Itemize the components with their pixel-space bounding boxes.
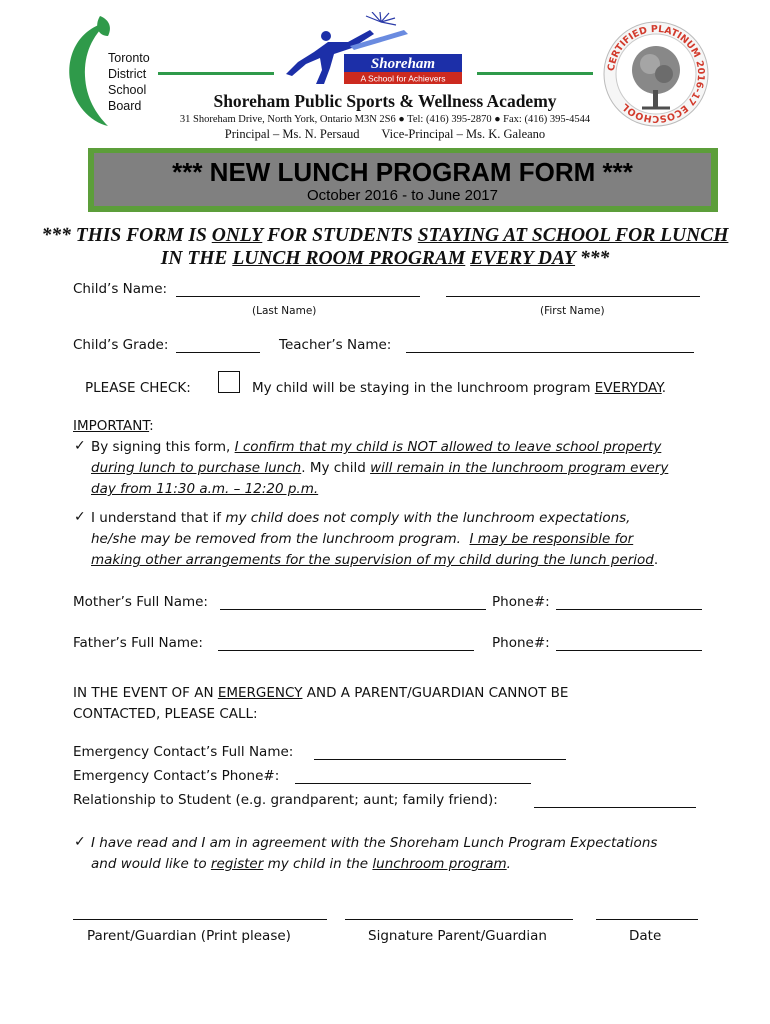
- important-point-1: By signing this form, I confirm that my child is NOT allowed to leave school property during lunch to purchase lunch. My child will remain in the lunchroom program every day from 11:30 a.m. – 12:20 p.m.: [91, 439, 669, 497]
- parent-signature-field[interactable]: [345, 919, 573, 920]
- check-mark-icon: ✓: [74, 438, 86, 454]
- everyday-checkbox[interactable]: [218, 371, 240, 393]
- emergency-contact-name-label: Emergency Contact’s Full Name:: [73, 744, 294, 760]
- vice-principal-name: Vice-Principal – Ms. K. Galeano: [381, 127, 546, 141]
- parent-signature-caption: Signature Parent/Guardian: [368, 928, 547, 944]
- emergency-intro: IN THE EVENT OF AN EMERGENCY AND A PARENT/GUARDIAN CANNOT BE CONTACTED, PLEASE CALL:: [73, 685, 569, 722]
- child-name-label: Child’s Name:: [73, 281, 168, 297]
- date-caption: Date: [629, 928, 662, 944]
- board-line: Toronto: [108, 51, 150, 65]
- father-phone-label: Phone#:: [492, 635, 550, 651]
- school-name: Shoreham Public Sports & Wellness Academy: [213, 91, 557, 111]
- logo-tagline: A School for Achievers: [360, 73, 446, 84]
- last-name-caption: (Last Name): [252, 305, 317, 317]
- check-mark-icon: ✓: [74, 834, 86, 850]
- last-name-field[interactable]: [176, 296, 420, 297]
- everyday-statement: My child will be staying in the lunchroom program EVERYDAY.: [252, 380, 667, 396]
- child-grade-field[interactable]: [176, 352, 260, 353]
- first-name-caption: (First Name): [540, 305, 605, 317]
- agreement-statement: I have read and I am in agreement with the Shoreham Lunch Program Expectations and would like to register my child in the lunchroom program.: [91, 835, 658, 872]
- emergency-contact-name-field[interactable]: [314, 759, 566, 760]
- mother-name-field[interactable]: [220, 609, 486, 610]
- board-line: Board: [108, 99, 142, 113]
- parent-print-caption: Parent/Guardian (Print please): [87, 928, 291, 944]
- emergency-contact-phone-field[interactable]: [295, 783, 531, 784]
- principals: [0, 127, 770, 142]
- please-check-label: PLEASE CHECK:: [85, 380, 191, 396]
- parent-print-name-field[interactable]: [73, 919, 327, 920]
- board-line: District: [108, 67, 147, 81]
- first-name-field[interactable]: [446, 296, 700, 297]
- father-phone-field[interactable]: [556, 650, 702, 651]
- teacher-name-label: Teacher’s Name:: [279, 337, 392, 353]
- father-name-field[interactable]: [218, 650, 474, 651]
- teacher-name-field[interactable]: [406, 352, 694, 353]
- header-divider-left: [158, 72, 274, 75]
- date-field[interactable]: [596, 919, 698, 920]
- header-divider-right: [477, 72, 593, 75]
- child-grade-label: Child’s Grade:: [73, 337, 169, 353]
- shoreham-logo: [276, 12, 476, 87]
- relationship-field[interactable]: [534, 807, 696, 808]
- school-address: 31 Shoreham Drive, North York, Ontario M3N 2S6 ● Tel: (416) 395-2870 ● Fax: (416) 395-4544: [179, 114, 591, 125]
- mother-phone-field[interactable]: [556, 609, 702, 610]
- principal-name: Principal – Ms. N. Persaud: [224, 127, 360, 141]
- seal-text: CERTIFIED PLATINUM 2016-17 ECOSCHOOL: [606, 23, 707, 125]
- eligibility-notice: *** THIS FORM IS ONLY FOR STUDENTS STAYING AT SCHOOL FOR LUNCH IN THE LUNCH ROOM PROGRAM EVERY DAY ***: [41, 225, 729, 269]
- check-mark-icon: ✓: [74, 509, 86, 525]
- form-dates: October 2016 - to June 2017: [307, 187, 498, 204]
- form-title: *** NEW LUNCH PROGRAM FORM ***: [172, 157, 633, 187]
- relationship-label: Relationship to Student (e.g. grandparent; aunt; family friend):: [73, 792, 498, 808]
- father-name-label: Father’s Full Name:: [73, 635, 203, 651]
- mother-name-label: Mother’s Full Name:: [73, 594, 208, 610]
- emergency-contact-phone-label: Emergency Contact’s Phone#:: [73, 768, 280, 784]
- important-heading: IMPORTANT:: [73, 418, 154, 434]
- logo-title: Shoreham: [370, 56, 436, 72]
- important-point-2: I understand that if my child does not comply with the lunchroom expectations, he/she may be removed from the lunchroom program. I may be responsible for making other arrangements for the supervision of my child during the lunch period.: [91, 510, 659, 568]
- mother-phone-label: Phone#:: [492, 594, 550, 610]
- board-line: School: [108, 83, 147, 97]
